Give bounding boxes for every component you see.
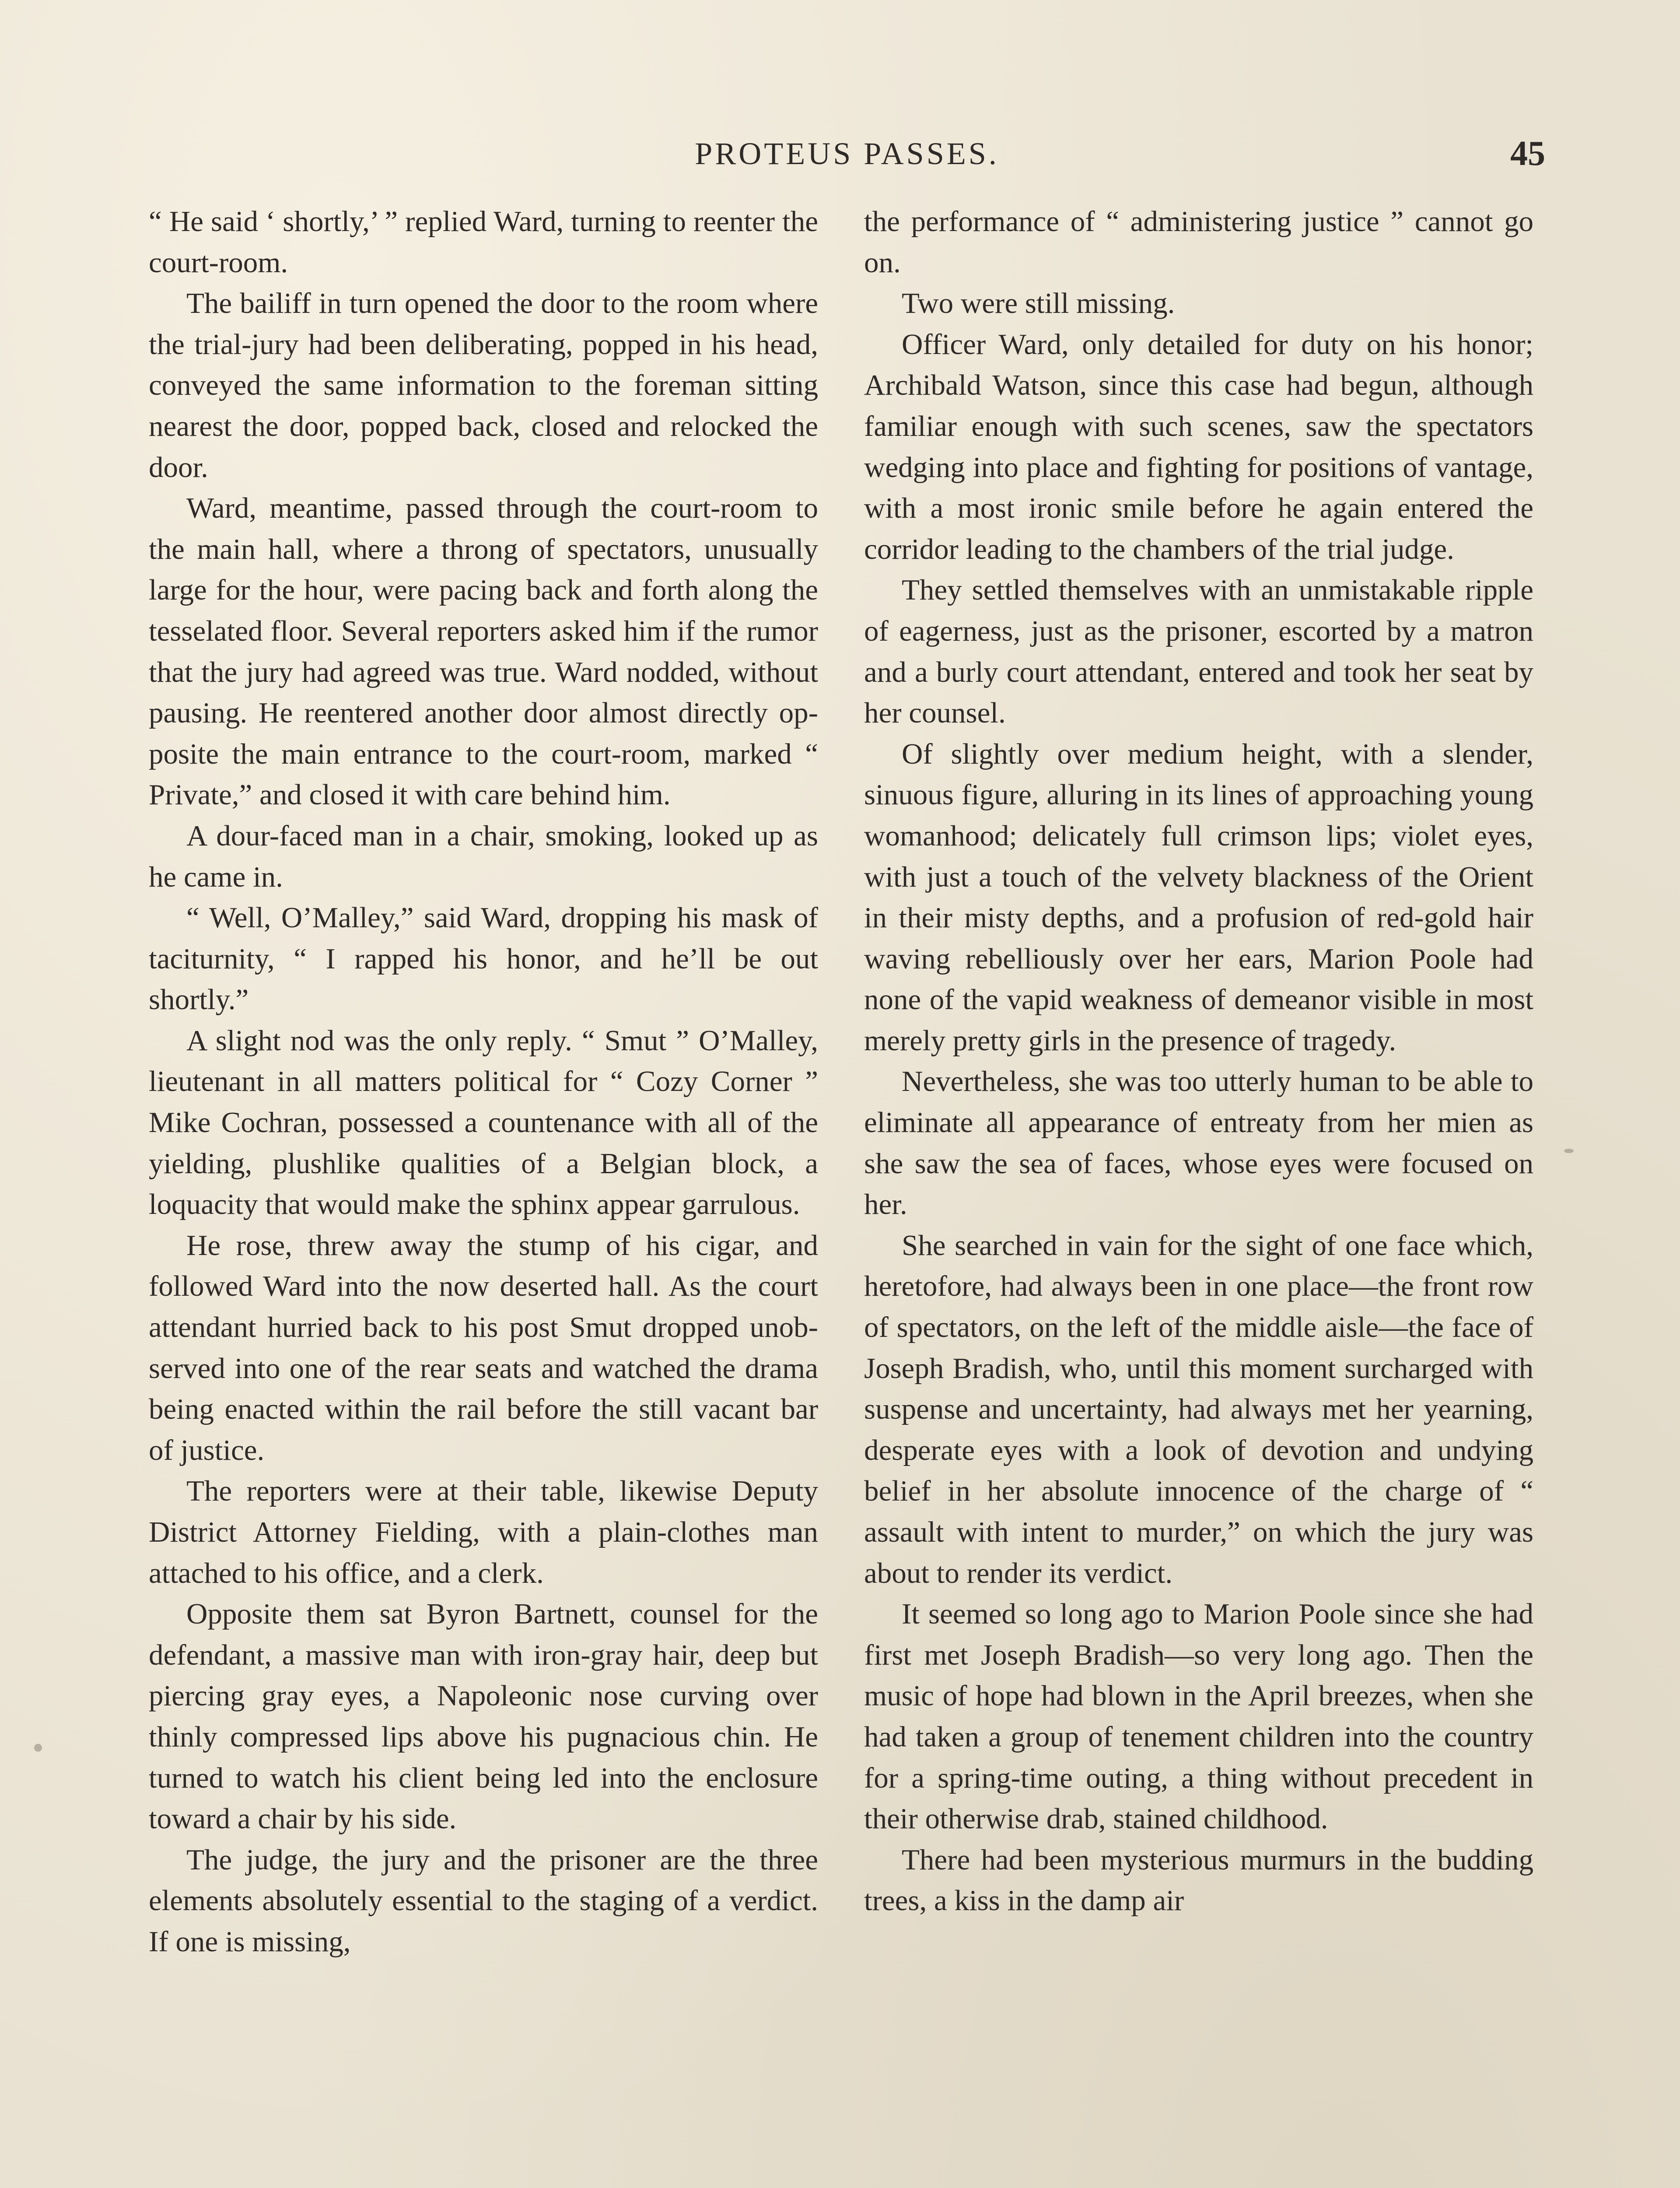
paragraph: Two were still missing. <box>902 287 1175 320</box>
paragraph: The reporters were at their table, likewise Deputy District Attorney Fielding, with a plain-clothes man attached to his office, and a clerk. <box>149 1475 818 1589</box>
paragraph: It seemed so long ago to Marion Poole since she had first met Joseph Bradish—so very long ago. Then the music of hope had blown in the April breezes, when she had taken a group of tenement children into the country for a spring-time outing, a thing without precedent in their otherwise drab, stained childhood. <box>864 1598 1533 1835</box>
paragraph: the performance of “ administering justice ” cannot go on. <box>864 205 1533 279</box>
paragraph: They settled themselves with an unmistakable ripple of eagerness, just as the prisoner, escorted by a matron and a burly court attendant, entered and took her seat by her counsel. <box>864 574 1533 729</box>
paper-speck <box>1564 1149 1574 1153</box>
paragraph: She searched in vain for the sight of one face which, heretofore, had always been in one place—the front row of spectators, on the left of the middle aisle—the face of Joseph Bradish, who, until this moment surcharged with suspense and uncertainty, had always met her yearning, desperate eyes with a look of devotion and undying belief in her absolute innocence of the charge of “ assault with intent to murder,” on which the jury was about to render its verdict. <box>864 1229 1533 1589</box>
paragraph: There had been mysterious murmurs in the budding trees, a kiss in the damp air <box>864 1843 1533 1917</box>
paragraph: “ Well, O’Malley,” said Ward, dropping his mask of taciturnity, “ I rapped his honor, and he’ll be out shortly.” <box>149 901 818 1016</box>
paragraph: A slight nod was the only reply. “ Smut ” O’Malley, lieutenant in all matters political for “ Cozy Corner ” Mike Cochran, possessed a countenance with all of the yielding, plushlike qualities of a Belgian block, a loquacity that would make the sphinx appear garrulous. <box>149 1024 818 1221</box>
paragraph: Ward, meantime, passed through the court-room to the main hall, where a throng of spectators, unusually large for the hour, were pacing back and forth along the tesselated floor. Several reporters asked him if the rumor that the jury had agreed was true. Ward nodded, without pausing. He reentered another door almost directly opposite the main entrance to the court-room, marked “ Private,” and closed it with care behind him. <box>149 492 818 811</box>
left-column <box>149 201 818 1963</box>
paragraph: The judge, the jury and the prisoner are the three elements absolutely essential to the staging of a verdict. If one is missing, <box>149 1843 818 1958</box>
paragraph: The bailiff in turn opened the door to the room where the trial-jury had been deliberating, popped in his head, conveyed the same information to the foreman sitting nearest the door, popped back, closed and relocked the door. <box>149 287 818 484</box>
paragraph: He rose, threw away the stump of his cigar, and followed Ward into the now deserted hall. As the court attendant hurried back to his post Smut dropped unobserved into one of the rear seats and watched the drama being enacted within the rail before the still vacant bar of justice. <box>149 1229 818 1466</box>
right-column <box>864 201 1533 1922</box>
paragraph: Of slightly over medium height, with a slender, sinuous figure, alluring in its lines of approaching young womanhood; delicately full crimson lips; violet eyes, with just a touch of the velvety blackness of the Orient in their misty depths, and a profusion of red-gold hair waving rebelliously over her ears, Marion Poole had none of the vapid weakness of demeanor visible in most merely pretty girls in the presence of tragedy. <box>864 737 1533 1057</box>
paper-speck <box>34 1744 42 1752</box>
running-title: PROTEUS PASSES. <box>695 136 999 171</box>
paragraph: Opposite them sat Byron Bartnett, counsel for the defendant, a massive man with iron-gray hair, deep but piercing gray eyes, a Napoleonic nose curving over thinly compressed lips above his pugnacious chin. He turned to watch his client being led into the enclosure toward a chair by his side. <box>149 1598 818 1835</box>
page-header <box>149 130 1545 182</box>
paragraph: Nevertheless, she was too utterly human to be able to eliminate all appearance of entreaty from her mien as she saw the sea of faces, whose eyes were focused on her. <box>864 1065 1533 1221</box>
paragraph: “ He said ‘ shortly,’ ” replied Ward, turning to reenter the court-room. <box>149 205 818 279</box>
page-number: 45 <box>1510 134 1545 173</box>
paragraph: Officer Ward, only detailed for duty on his honor; Archibald Watson, since this case had begun, although familiar enough with such scenes, saw the spectators wedging into place and fighting for positions of vantage, with a most ironic smile before he again entered the corridor leading to the chambers of the trial judge. <box>864 328 1533 565</box>
paragraph: A dour-faced man in a chair, smoking, looked up as he came in. <box>149 819 818 893</box>
